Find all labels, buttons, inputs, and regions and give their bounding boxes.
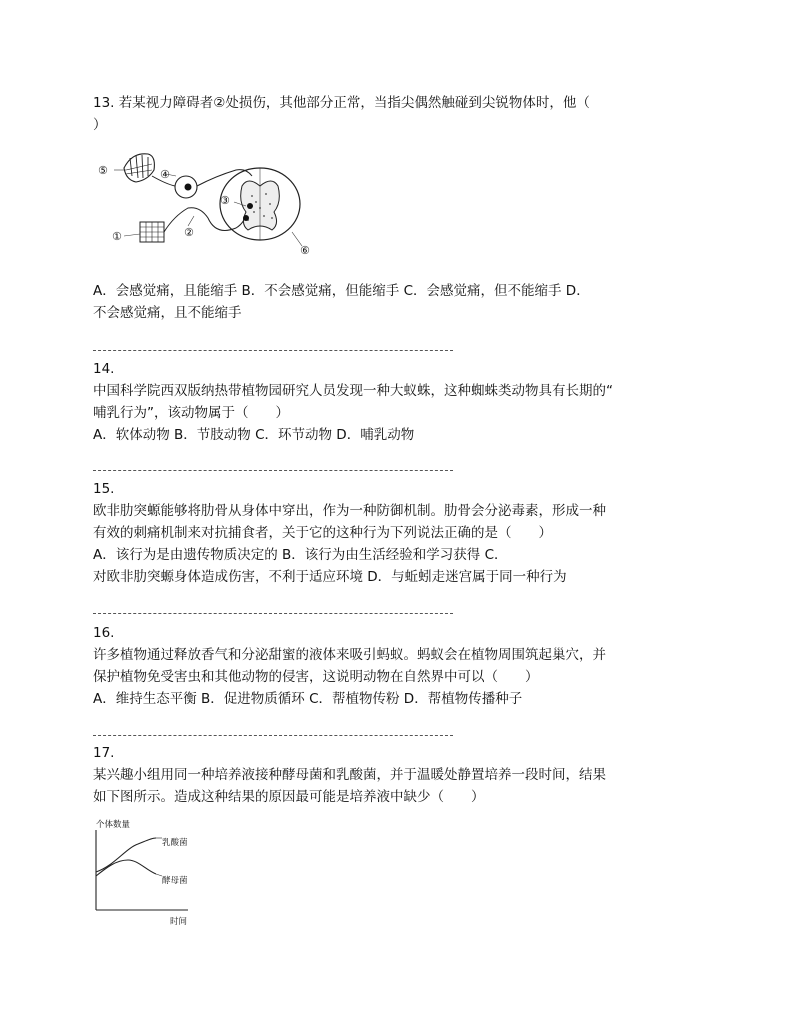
q17-stem-line1: 某兴趣小组用同一种培养液接种酵母菌和乳酸菌，并于温暖处静置培养一段时间，结果 — [93, 767, 606, 783]
q15-options-line2: 对欧非肋突螈身体造成伤害，不利于适应环境 D．与蚯蚓走迷宫属于同一种行为 — [93, 569, 567, 585]
label-1: ① — [112, 230, 122, 243]
growth-curve-chart — [92, 818, 202, 930]
q14-stem-line1: 中国科学院西双版纳热带植物园研究人员发现一种大蚁蛛，这种蜘蛛类动物具有长期的“ — [93, 383, 613, 399]
separator-3 — [93, 613, 453, 614]
series-line-0 — [96, 838, 156, 872]
separator-4 — [93, 735, 453, 736]
q15-number: 15. — [93, 481, 115, 497]
q17-number: 17. — [93, 745, 115, 761]
question-17 — [93, 742, 703, 808]
question-16 — [93, 622, 703, 710]
spinal-cord-drawing — [220, 168, 300, 240]
y-axis-label: 个体数量 — [96, 820, 131, 830]
label-5: ⑤ — [98, 164, 108, 177]
question-13 — [93, 92, 703, 136]
q14-options: A．软体动物 B．节肢动物 C．环节动物 D．哺乳动物 — [93, 427, 415, 443]
label-6: ⑥ — [300, 244, 310, 257]
series-label-1: 酵母菌 — [162, 876, 188, 886]
question-14 — [93, 358, 703, 446]
ganglion-drawing — [175, 176, 197, 198]
q14-number: 14. — [93, 361, 115, 377]
separator-2 — [93, 470, 453, 471]
q13-stem-cont: ） — [93, 117, 107, 133]
q16-stem-line1: 许多植物通过释放香气和分泌甜蜜的液体来吸引蚂蚁。蚂蚁会在植物周围筑起巢穴，并 — [93, 647, 606, 663]
reflex-arc-figure — [96, 146, 326, 258]
x-axis-label: 时间 — [170, 917, 188, 927]
label-4: ④ — [160, 168, 170, 181]
q16-stem-line2: 保护植物免受害虫和其他动物的侵害，这说明动物在自然界中可以（ ） — [93, 669, 539, 685]
q17-stem-line2: 如下图所示。造成这种结果的原因最可能是培养液中缺少（ ） — [93, 789, 485, 805]
q15-options-line1: A．该行为是由遗传物质决定的 B．该行为由生活经验和学习获得 C． — [93, 547, 508, 563]
reflex-arc-diagram — [96, 146, 326, 258]
growth-curve-svg — [92, 818, 202, 930]
q16-number: 16. — [93, 625, 115, 641]
label-2: ② — [184, 226, 194, 239]
q13-stem: 13. 若某视力障碍者②处损伤，其他部分正常，当指尖偶然触碰到尖锐物体时，他（ — [93, 95, 590, 111]
q13-options-line2: 不会感觉痛，且不能缩手 — [93, 305, 242, 321]
receptor-skin-drawing — [140, 222, 164, 242]
effector-hand-drawing — [124, 154, 154, 182]
separator-1 — [93, 350, 453, 351]
q15-stem-line2: 有效的刺痛机制来对抗捕食者，关于它的这种行为下列说法正确的是（ ） — [93, 525, 552, 541]
q15-stem-line1: 欧非肋突螈能够将肋骨从身体中穿出，作为一种防御机制。肋骨会分泌毒素，形成一种 — [93, 503, 606, 519]
label-3: ③ — [220, 194, 230, 207]
series-label-0: 乳酸菌 — [162, 838, 188, 848]
q14-stem-line2: 哺乳行为”，该动物属于（ ） — [93, 405, 289, 421]
q13-options-line1: A．会感觉痛，且能缩手 B．不会感觉痛，但能缩手 C．会感觉痛，但不能缩手 D． — [93, 283, 590, 299]
q13-options — [93, 280, 703, 324]
question-15 — [93, 478, 703, 588]
q16-options: A．维持生态平衡 B．促进物质循环 C．帮植物传粉 D．帮植物传播种子 — [93, 691, 523, 707]
